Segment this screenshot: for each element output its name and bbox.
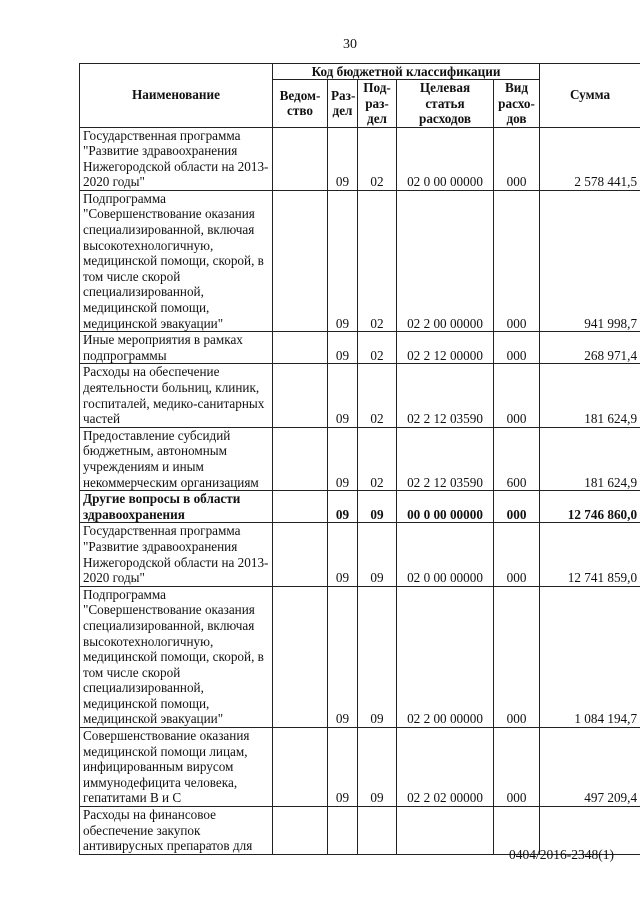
row-vedomstvo [273, 523, 328, 586]
header-expense-type: Вид расхо-дов [494, 80, 540, 128]
table-row [80, 586, 640, 727]
row-name: Предоставление субсидий бюджетным, автономным учреждениям и иным некоммерческим организациям [80, 427, 273, 490]
row-expense-type: 000 [494, 332, 540, 364]
row-sum: 268 971,4 [540, 332, 640, 364]
row-vedomstvo [273, 586, 328, 727]
row-expense-type: 000 [494, 728, 540, 807]
row-target-article: 02 2 00 00000 [397, 586, 494, 727]
row-razdel: 09 [328, 728, 358, 807]
header-classification-group: Код бюджетной классификации [273, 64, 540, 80]
table-row [80, 523, 640, 586]
row-podrazdel: 09 [358, 523, 397, 586]
row-vedomstvo [273, 427, 328, 490]
row-target-article: 00 0 00 00000 [397, 491, 494, 523]
row-razdel: 09 [328, 364, 358, 427]
row-podrazdel: 02 [358, 364, 397, 427]
row-razdel: 09 [328, 427, 358, 490]
table-row [80, 728, 640, 807]
row-vedomstvo [273, 332, 328, 364]
row-target-article: 02 0 00 00000 [397, 127, 494, 190]
row-name: Совершенствование оказания медицинской помощи лицам, инфицированным вирусом иммунодефицита человека, гепатитами B и C [80, 728, 273, 807]
row-podrazdel: 02 [358, 127, 397, 190]
row-razdel: 09 [328, 190, 358, 331]
row-vedomstvo [273, 190, 328, 331]
header-podrazdel: Под-раз-дел [358, 80, 397, 128]
row-razdel: 09 [328, 523, 358, 586]
row-podrazdel: 02 [358, 427, 397, 490]
row-target-article [397, 807, 494, 855]
row-vedomstvo [273, 491, 328, 523]
row-target-article: 02 2 12 03590 [397, 427, 494, 490]
header-sum: Сумма [540, 64, 640, 128]
row-expense-type: 600 [494, 427, 540, 490]
table-row [80, 190, 640, 331]
row-target-article: 02 2 12 03590 [397, 364, 494, 427]
table-row [80, 127, 640, 190]
row-sum: 12 746 860,0 [540, 491, 640, 523]
row-expense-type: 000 [494, 190, 540, 331]
row-sum: 941 998,7 [540, 190, 640, 331]
row-target-article: 02 2 00 00000 [397, 190, 494, 331]
row-name: Государственная программа "Развитие здравоохранения Нижегородской области на 2013-2020 годы" [80, 523, 273, 586]
row-sum: 497 209,4 [540, 728, 640, 807]
row-expense-type: 000 [494, 491, 540, 523]
budget-table [79, 63, 640, 855]
row-name: Подпрограмма "Совершенствование оказания специализированной, включая высокотехнологичную, медицинской помощи, скорой, в том числе скорой специализированной, медицинской помощи, медицинской эвакуации" [80, 190, 273, 331]
row-target-article: 02 2 12 00000 [397, 332, 494, 364]
row-name: Другие вопросы в области здравоохранения [80, 491, 273, 523]
row-razdel: 09 [328, 332, 358, 364]
row-expense-type: 000 [494, 586, 540, 727]
row-name: Государственная программа "Развитие здравоохранения Нижегородской области на 2013-2020 годы" [80, 127, 273, 190]
row-sum: 181 624,9 [540, 364, 640, 427]
row-name: Расходы на обеспечение деятельности больниц, клиник, госпиталей, медико-санитарных частей [80, 364, 273, 427]
table-row [80, 427, 640, 490]
row-razdel [328, 807, 358, 855]
row-expense-type: 000 [494, 523, 540, 586]
header-name: Наименование [80, 64, 273, 128]
header-target-article: Целевая статья расходов [397, 80, 494, 128]
document-code: 0404/2016-2348(1) [509, 847, 614, 862]
table-row [80, 491, 640, 523]
table-row [80, 364, 640, 427]
row-podrazdel [358, 807, 397, 855]
row-expense-type: 000 [494, 127, 540, 190]
row-razdel: 09 [328, 491, 358, 523]
table-row [80, 332, 640, 364]
row-sum: 2 578 441,5 [540, 127, 640, 190]
row-vedomstvo [273, 127, 328, 190]
row-sum: 181 624,9 [540, 427, 640, 490]
row-podrazdel: 09 [358, 586, 397, 727]
row-vedomstvo [273, 807, 328, 855]
row-target-article: 02 2 02 00000 [397, 728, 494, 807]
row-vedomstvo [273, 364, 328, 427]
row-name: Иные мероприятия в рамках подпрограммы [80, 332, 273, 364]
header-razdel: Раз-дел [328, 80, 358, 128]
row-sum: 12 741 859,0 [540, 523, 640, 586]
row-vedomstvo [273, 728, 328, 807]
row-sum: 1 084 194,7 [540, 586, 640, 727]
header-vedomstvo: Ведом-ство [273, 80, 328, 128]
page-number: 30 [343, 37, 357, 52]
row-name: Подпрограмма "Совершенствование оказания специализированной, включая высокотехнологичную, медицинской помощи, скорой, в том числе скорой специализированной, медицинской помощи, медицинской эвакуации" [80, 586, 273, 727]
row-podrazdel: 02 [358, 332, 397, 364]
row-razdel: 09 [328, 127, 358, 190]
row-podrazdel: 09 [358, 491, 397, 523]
row-podrazdel: 02 [358, 190, 397, 331]
row-razdel: 09 [328, 586, 358, 727]
row-name: Расходы на финансовое обеспечение закупок антивирусных препаратов для [80, 807, 273, 855]
row-podrazdel: 09 [358, 728, 397, 807]
row-expense-type: 000 [494, 364, 540, 427]
row-target-article: 02 0 00 00000 [397, 523, 494, 586]
